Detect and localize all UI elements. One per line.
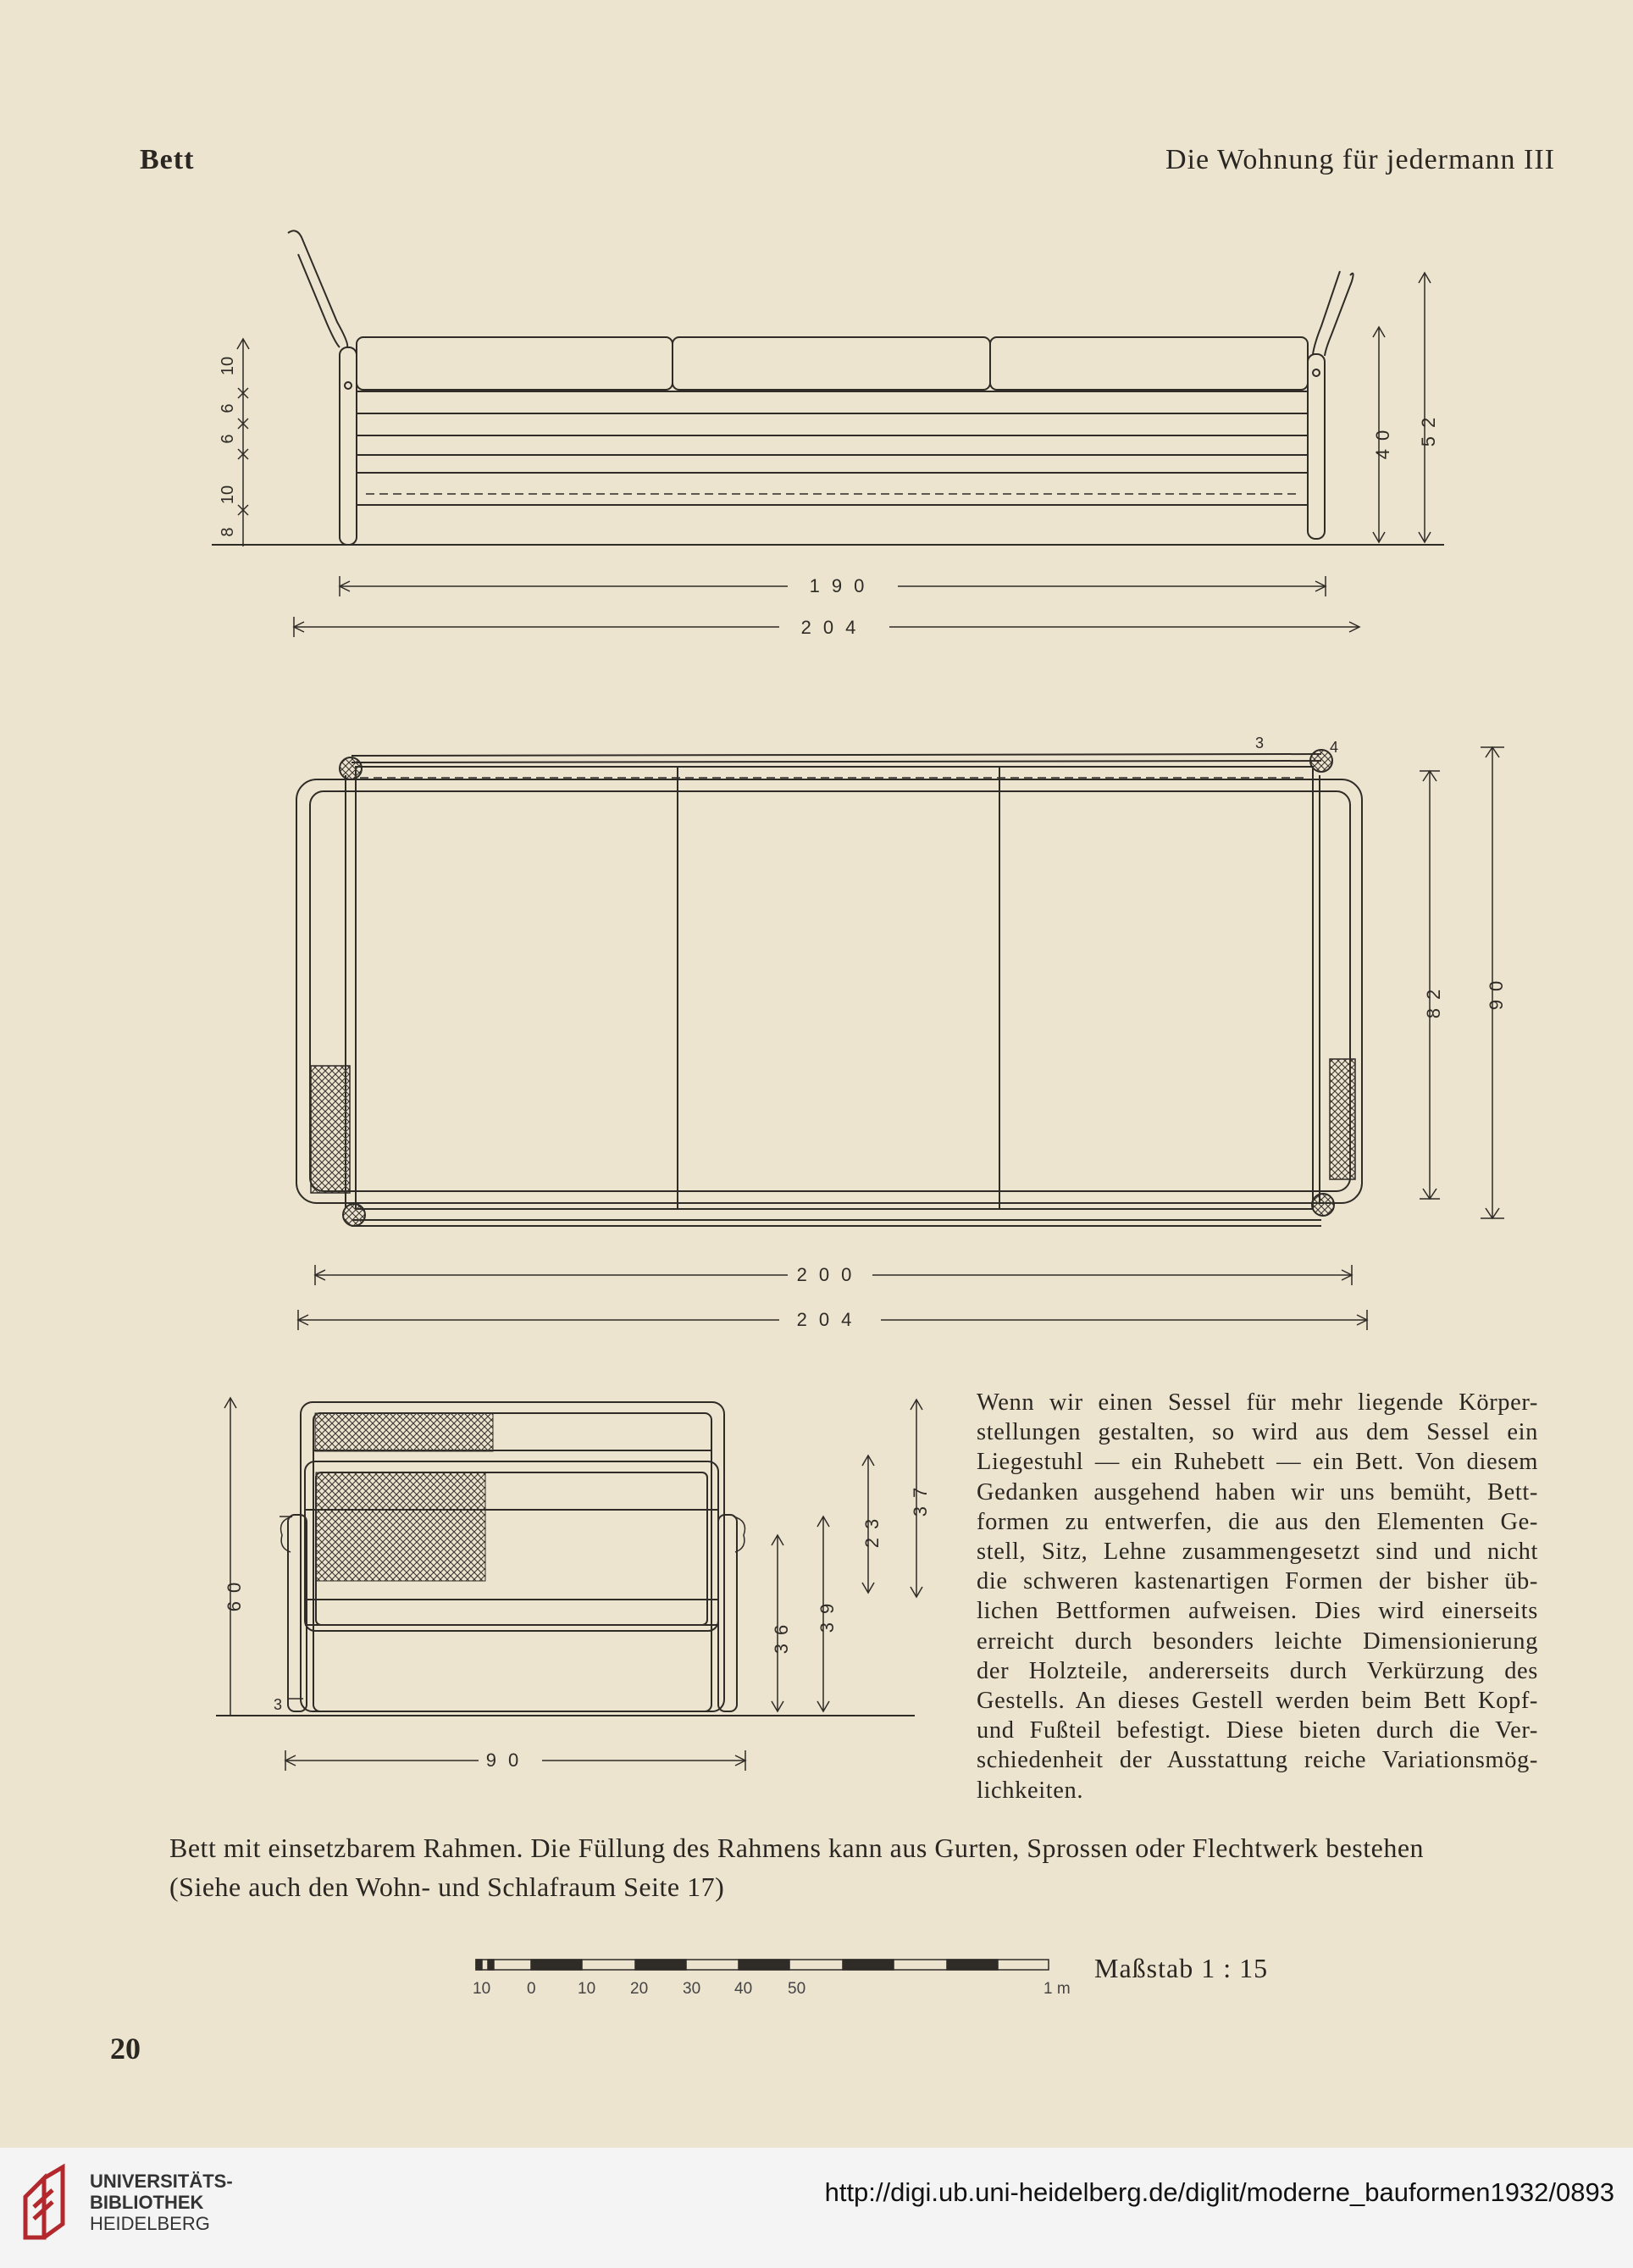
scale-tick: 50 — [788, 1980, 806, 1998]
elevation-dim-left-1: 10 — [219, 485, 237, 505]
scale-tick: 10 — [473, 1980, 491, 1998]
plan-dim-bottom-1: 204 — [796, 1309, 864, 1330]
institution-line: BIBLIOTHEK — [90, 2192, 204, 2213]
plan-dim-right-1: 90 — [1486, 972, 1507, 1011]
section-small-label: 3 — [274, 1696, 283, 1713]
scale-tick: 30 — [683, 1980, 701, 1998]
permalink-url[interactable]: http://digi.ub.uni-heidelberg.de/diglit/moderne_bauformen1932/0893 — [824, 2177, 1614, 2207]
plan-corner-label-1: 4 — [1330, 739, 1339, 756]
section-dim-right-3: 37 — [910, 1478, 931, 1517]
scale-tick: 1 m — [1043, 1980, 1071, 1998]
viewer-footer — [0, 2148, 1633, 2268]
elevation-dim-left-2: 6 — [219, 434, 237, 444]
paragraph-line: die schweren kastenartigen Formen der bisher üb- — [977, 1568, 1538, 1595]
elevation-dim-right-0: 40 — [1372, 421, 1393, 460]
paragraph-line: stellungen gestalten, so wird aus dem Sessel ein — [977, 1419, 1538, 1446]
institution-name — [90, 2171, 233, 2234]
scale-tick: 10 — [578, 1980, 596, 1998]
section-dim-right-1: 39 — [816, 1594, 838, 1633]
figure-caption — [169, 1828, 1542, 1906]
scale-label: Maßstab 1 : 15 — [1094, 1953, 1269, 1983]
scale-tick: 20 — [630, 1980, 649, 1998]
caption-line: (Siehe auch den Wohn- und Schlafraum Seite 17) — [169, 1872, 725, 1902]
paragraph-line: lichen Bettformen aufweisen. Dies wird einerseits — [977, 1598, 1538, 1625]
scale-bar — [476, 1960, 1049, 1970]
paragraph-line: schiedenheit der Ausstattung reiche Variationsmög- — [977, 1747, 1538, 1774]
paragraph-line: formen zu entwerfen, die aus den Elementen Ge- — [977, 1508, 1538, 1535]
section-dim-right-2: 23 — [861, 1510, 883, 1549]
plan-dim-bottom-0: 200 — [796, 1264, 864, 1285]
plan-dim-right-0: 82 — [1423, 980, 1444, 1019]
elevation-dim-right-1: 52 — [1418, 408, 1439, 447]
caption-line: Bett mit einsetzbarem Rahmen. Die Füllung des Rahmens kann aus Gurten, Sprossen oder Flechtwerk bestehen — [169, 1833, 1425, 1863]
elevation-dim-left-3: 6 — [219, 403, 237, 413]
university-library-logo-icon — [19, 2163, 78, 2248]
elevation-dim-left-0: 8 — [219, 527, 237, 537]
elevation-dim-left-4: 10 — [219, 356, 237, 376]
paragraph-line: Gestells. An dieses Gestell werden beim Bett Kopf- — [977, 1688, 1538, 1715]
running-head-title: Bett — [140, 144, 195, 175]
paragraph-line: erreicht durch besonders leichte Dimensionierung — [977, 1628, 1538, 1655]
paragraph-line: Liegestuhl — ein Ruhebett — ein Bett. Von diesem — [977, 1449, 1538, 1476]
elevation-dim-bottom-0: 190 — [809, 575, 877, 596]
paragraph-line: lichkeiten. — [977, 1777, 1084, 1804]
paragraph-line: der Holzteile, andererseits durch Verkürzung des — [977, 1657, 1538, 1684]
elevation-dim-bottom-1: 204 — [800, 617, 868, 638]
paragraph-line: Gedanken ausgehend haben wir uns bemüht, Bett- — [977, 1478, 1538, 1506]
section-dim-right-0: 36 — [771, 1616, 792, 1655]
section-dim-left: 60 — [224, 1573, 245, 1612]
bed-plan-view — [296, 747, 1504, 1330]
paragraph-line: Wenn wir einen Sessel für mehr liegende Körper- — [977, 1389, 1538, 1416]
paragraph-line: stell, Sitz, Lehne zusammengesetzt sind und nicht — [977, 1539, 1538, 1566]
paragraph-line: und Fußteil befestigt. Diese bieten durch die Ver- — [977, 1717, 1538, 1744]
institution-line: HEIDELBERG — [90, 2213, 210, 2234]
scale-tick: 0 — [527, 1980, 536, 1998]
institution-line: UNIVERSITÄTS- — [90, 2171, 233, 2192]
scale-tick: 40 — [734, 1980, 753, 1998]
body-paragraph — [977, 1388, 1538, 1805]
running-head-book-title: Die Wohnung für jedermann III — [1165, 144, 1555, 175]
plan-corner-label-0: 3 — [1255, 735, 1265, 751]
page-number: 20 — [110, 2032, 141, 2066]
section-dim-bottom: 90 — [485, 1750, 531, 1771]
bed-section-view — [216, 1398, 922, 1771]
